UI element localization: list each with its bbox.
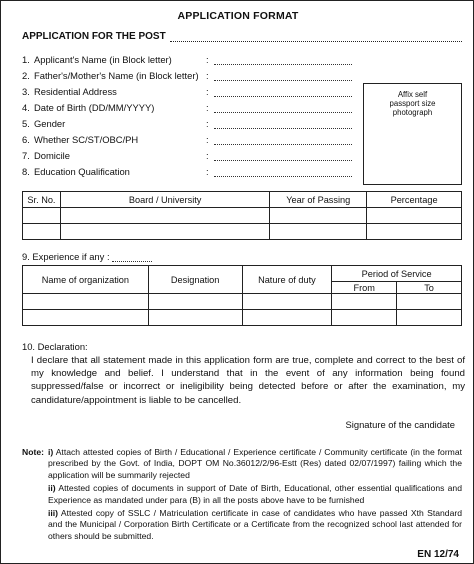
field-number: 6. <box>22 134 30 145</box>
photo-instruction-line: Affix self <box>397 90 428 99</box>
field-label: Date of Birth (DD/MM/YYYY) <box>34 102 155 113</box>
field-label: Domicile <box>34 150 70 161</box>
note-text: Attested copy of SSLC / Matriculation certificate in case of candidates who have passed Xth Standard and the Municipal / Corporation Birth Certificate or a Certificate from the recognized school last attended for others should be submitted. <box>48 508 462 541</box>
table-cell[interactable] <box>148 310 242 326</box>
table-cell[interactable] <box>397 310 462 326</box>
table-row <box>23 224 462 240</box>
experience-table <box>22 265 462 326</box>
note-item <box>48 447 462 481</box>
column-header: Sr. No. <box>23 192 61 208</box>
table-header-row <box>23 266 462 282</box>
declaration-text: I declare that all statement made in this application form are true, complete and correct to the best of my knowledge and belief. I understand that in the event of any information being found suppressed/false or incorrect or ineligibility being detected before or after the examination, my candidature/appointment is liable to be cancelled. <box>31 355 465 406</box>
photo-instruction-line: passport size <box>389 98 436 108</box>
photo-instruction-line: photograph <box>392 107 433 117</box>
field-gender[interactable]: 5. Gender : <box>22 117 352 130</box>
table-cell[interactable] <box>242 310 332 326</box>
post-field[interactable] <box>22 31 462 42</box>
table-cell[interactable] <box>332 294 397 310</box>
field-residential-address[interactable]: 3. Residential Address : <box>22 85 352 98</box>
table-cell[interactable] <box>270 208 367 224</box>
field-number: 4. <box>22 102 30 113</box>
field-number: 1. <box>22 54 30 65</box>
column-header: Board / University <box>60 192 269 208</box>
field-number: 5. <box>22 118 30 129</box>
field-domicile[interactable]: 7. Domicile : <box>22 149 352 162</box>
table-cell[interactable] <box>23 310 149 326</box>
table-cell[interactable] <box>23 224 61 240</box>
note-marker: ii) <box>48 483 56 494</box>
form-title: APPLICATION FORMAT <box>177 10 299 22</box>
field-label: Applicant's Name (in Block letter) <box>34 54 172 65</box>
table-cell[interactable] <box>367 224 462 240</box>
field-date-of-birth[interactable]: 4. Date of Birth (DD/MM/YYYY) : <box>22 101 352 114</box>
column-header: Period of Service <box>332 266 462 282</box>
table-cell[interactable] <box>60 208 269 224</box>
field-education[interactable]: 8. Education Qualification : <box>22 165 352 178</box>
table-row <box>23 310 462 326</box>
experience-heading <box>22 251 152 262</box>
table-row <box>23 294 462 310</box>
note-item <box>48 508 462 542</box>
column-subheader: From <box>332 282 397 294</box>
column-subheader: To <box>397 282 462 294</box>
note-section <box>22 447 462 544</box>
field-input-line[interactable] <box>214 55 352 65</box>
field-number: 8. <box>22 166 30 177</box>
table-cell[interactable] <box>23 294 149 310</box>
education-table <box>22 191 462 240</box>
signature-label: Signature of the candidate <box>345 419 455 430</box>
field-category[interactable]: 6. Whether SC/ST/OBC/PH : <box>22 133 352 146</box>
declaration-heading: 10. Declaration: <box>22 341 88 352</box>
table-cell[interactable] <box>23 208 61 224</box>
table-cell[interactable] <box>397 294 462 310</box>
table-cell[interactable] <box>332 310 397 326</box>
note-text: Attested copies of documents in support of Date of Birth, Educational, other essential qualifications and Experience as mandated under para (B) in all the posts above have to be furnished <box>48 483 462 505</box>
column-header: Nature of duty <box>242 266 332 294</box>
field-label: Education Qualification <box>34 166 130 177</box>
field-number: 7. <box>22 150 30 161</box>
table-header-row <box>23 192 462 208</box>
field-parent-name[interactable]: 2. Father's/Mother's Name (in Block letter) : <box>22 69 352 82</box>
note-marker: iii) <box>48 508 59 519</box>
table-cell[interactable] <box>148 294 242 310</box>
field-label: Father's/Mother's Name (in Block letter) <box>34 70 199 81</box>
table-row <box>23 208 462 224</box>
field-label: Gender <box>34 118 66 129</box>
field-input-line[interactable] <box>214 119 352 129</box>
field-input-line[interactable] <box>214 71 352 81</box>
column-header: Designation <box>148 266 242 294</box>
table-cell[interactable] <box>60 224 269 240</box>
field-input-line[interactable] <box>214 87 352 97</box>
field-number: 3. <box>22 86 30 97</box>
post-label: APPLICATION FOR THE POST <box>22 31 166 42</box>
column-header: Name of organization <box>23 266 149 294</box>
photograph-box <box>363 83 462 185</box>
experience-label: 9. Experience if any : <box>22 251 110 262</box>
field-input-line[interactable] <box>214 103 352 113</box>
form-code: EN 12/74 <box>417 549 459 560</box>
table-cell[interactable] <box>367 208 462 224</box>
note-item <box>48 483 462 506</box>
field-label: Whether SC/ST/OBC/PH <box>34 134 139 145</box>
field-applicant-name[interactable]: 1. Applicant's Name (in Block letter) : <box>22 53 352 66</box>
note-text: Attach attested copies of Birth / Educational / Experience certificate / Community certificate (in the format prescribed by the Govt. of India, DOPT OM No.36012/2/96-Estt (Res) dated 02/07/1997) failing which the application will be summarily rejected <box>48 447 463 480</box>
note-label: Note: <box>22 447 44 457</box>
field-input-line[interactable] <box>214 151 352 161</box>
field-label: Residential Address <box>34 86 117 97</box>
note-marker: i) <box>48 447 54 457</box>
table-cell[interactable] <box>242 294 332 310</box>
field-number: 2. <box>22 70 30 81</box>
table-cell[interactable] <box>270 224 367 240</box>
field-input-line[interactable] <box>214 167 352 177</box>
column-header: Year of Passing <box>270 192 367 208</box>
column-header: Percentage <box>367 192 462 208</box>
post-input-line[interactable] <box>170 32 462 42</box>
field-input-line[interactable] <box>214 135 352 145</box>
